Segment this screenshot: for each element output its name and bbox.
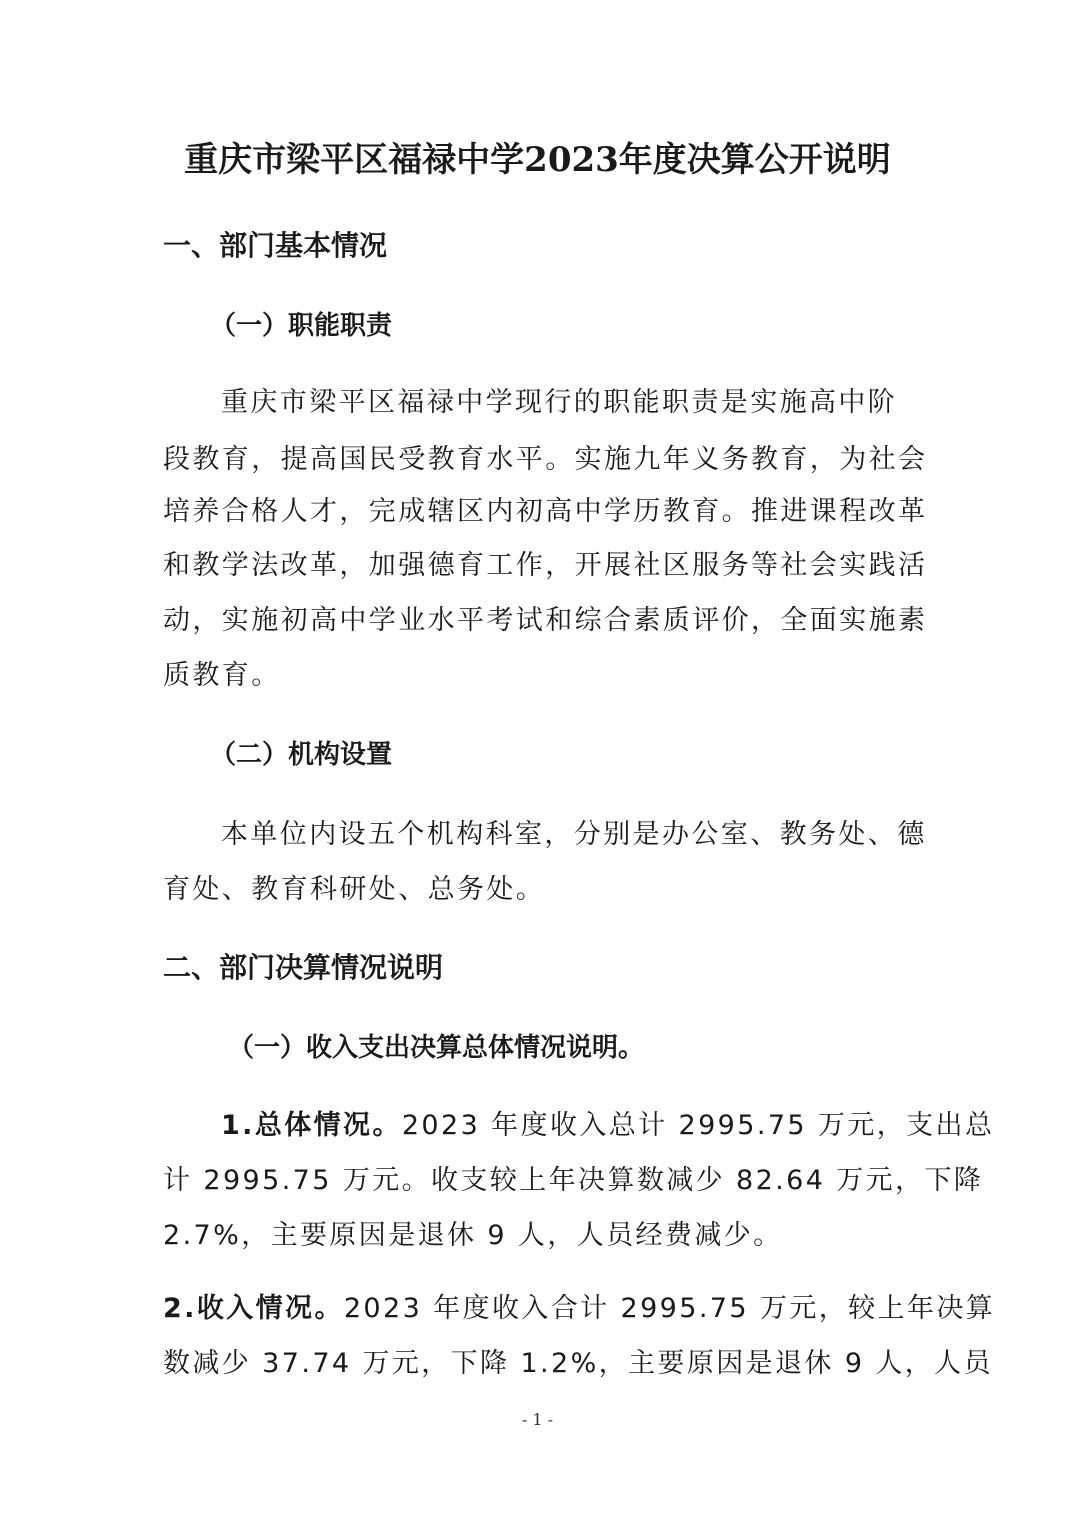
paragraph-line: 质教育。 bbox=[163, 660, 281, 691]
paragraph-line: 育处、教育科研处、总务处。 bbox=[163, 874, 546, 905]
paragraph-line bbox=[163, 1289, 995, 1329]
paragraph-line: 本单位内设五个机构科室，分别是办公室、教务处、德 bbox=[221, 819, 927, 850]
subsection-heading-organization: （二）机构设置 bbox=[210, 740, 393, 770]
paragraph-line: 段教育，提高国民受教育水平。实施九年义务教育，为社会 bbox=[163, 444, 928, 475]
paragraph-line: 2.7%，主要原因是退休 9 人，人员经费减少。 bbox=[163, 1220, 783, 1251]
paragraph-line: 重庆市梁平区福禄中学现行的职能职责是实施高中阶 bbox=[221, 387, 898, 418]
paragraph-line: 和教学法改革，加强德育工作，开展社区服务等社会实践活 bbox=[163, 550, 928, 581]
paragraph-line: 数减少 37.74 万元，下降 1.2%，主要原因是退休 9 人，人员 bbox=[163, 1348, 993, 1379]
subsection-heading-duties: （一）职能职责 bbox=[210, 311, 393, 341]
section-heading-2: 二、部门决算情况说明 bbox=[163, 951, 444, 984]
paragraph-line: 培养合格人才，完成辖区内初高中学历教育。推进课程改革 bbox=[163, 496, 928, 527]
subsection-heading-income-expense: （一）收入支出决算总体情况说明。 bbox=[228, 1033, 645, 1063]
section-heading-1: 一、部门基本情况 bbox=[163, 229, 388, 262]
paragraph-line: 计 2995.75 万元。收支较上年决算数减少 82.64 万元，下降 bbox=[163, 1165, 984, 1196]
paragraph-line bbox=[221, 1106, 994, 1146]
page-number: - 1 - bbox=[521, 1410, 554, 1429]
paragraph-text: 2023 年度收入总计 2995.75 万元，支出总 bbox=[401, 1110, 995, 1141]
paragraph-lead: 2.收入情况。 bbox=[163, 1293, 344, 1324]
paragraph-text: 2023 年度收入合计 2995.75 万元，较上年决算 bbox=[343, 1293, 996, 1324]
paragraph-lead: 1.总体情况。 bbox=[221, 1110, 402, 1141]
page-title: 重庆市梁平区福禄中学2023年度决算公开说明 bbox=[184, 140, 891, 180]
paragraph-line: 动，实施初高中学业水平考试和综合素质评价，全面实施素 bbox=[163, 605, 928, 636]
